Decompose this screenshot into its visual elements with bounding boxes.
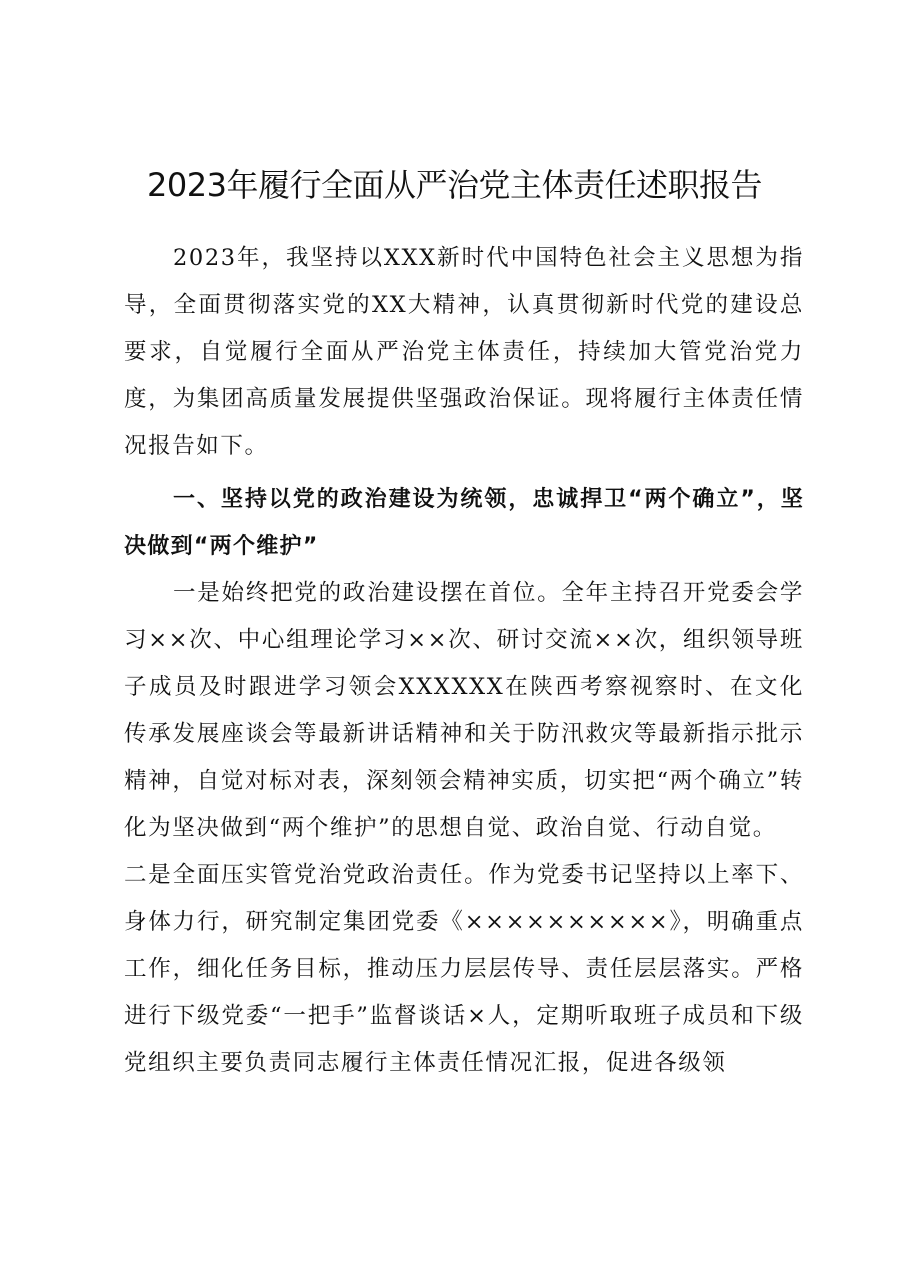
body-paragraph-1: 一是始终把党的政治建设摆在首位。全年主持召开党委会学习××次、中心组理论学习××次、研讨交流××次，组织领导班子成员及时跟进学习领会XXXXXX在陕西考察视察时、在文化传承发展座谈会等最新讲话精神和关于防汛救灾等最新指示批示精神，自觉对标对表，深刻领会精神实质，切实把“两个确立”转化为坚决做到“两个维护”的思想自觉、政治自觉、行动自觉。 <box>124 580 804 841</box>
document-body <box>124 235 804 1087</box>
intro-paragraph: 2023年，我坚持以XXX新时代中国特色社会主义思想为指导，全面贯彻落实党的XX大精神，认真贯彻新时代党的建设总要求，自觉履行全面从严治党主体责任，持续加大管党治党力度，为集团高质量发展提供坚强政治保证。现将履行主体责任情况报告如下。 <box>124 245 804 459</box>
section-heading-1: 一、坚持以党的政治建设为统领，忠诚捍卫“两个确立”，坚决做到“两个维护” <box>124 487 804 559</box>
document-title: 2023年履行全面从严治党主体责任述职报告 <box>147 166 762 204</box>
body-paragraph-2: 二是全面压实管党治党政治责任。作为党委书记坚持以上率下、身体力行，研究制定集团党委《××××××××××》，明确重点工作，细化任务目标，推动压力层层传导、责任层层落实。严格进行下级党委“一把手”监督谈话×人，定期听取班子成员和下级党组织主要负责同志履行主体责任情况汇报，促进各级领 <box>124 862 804 1076</box>
